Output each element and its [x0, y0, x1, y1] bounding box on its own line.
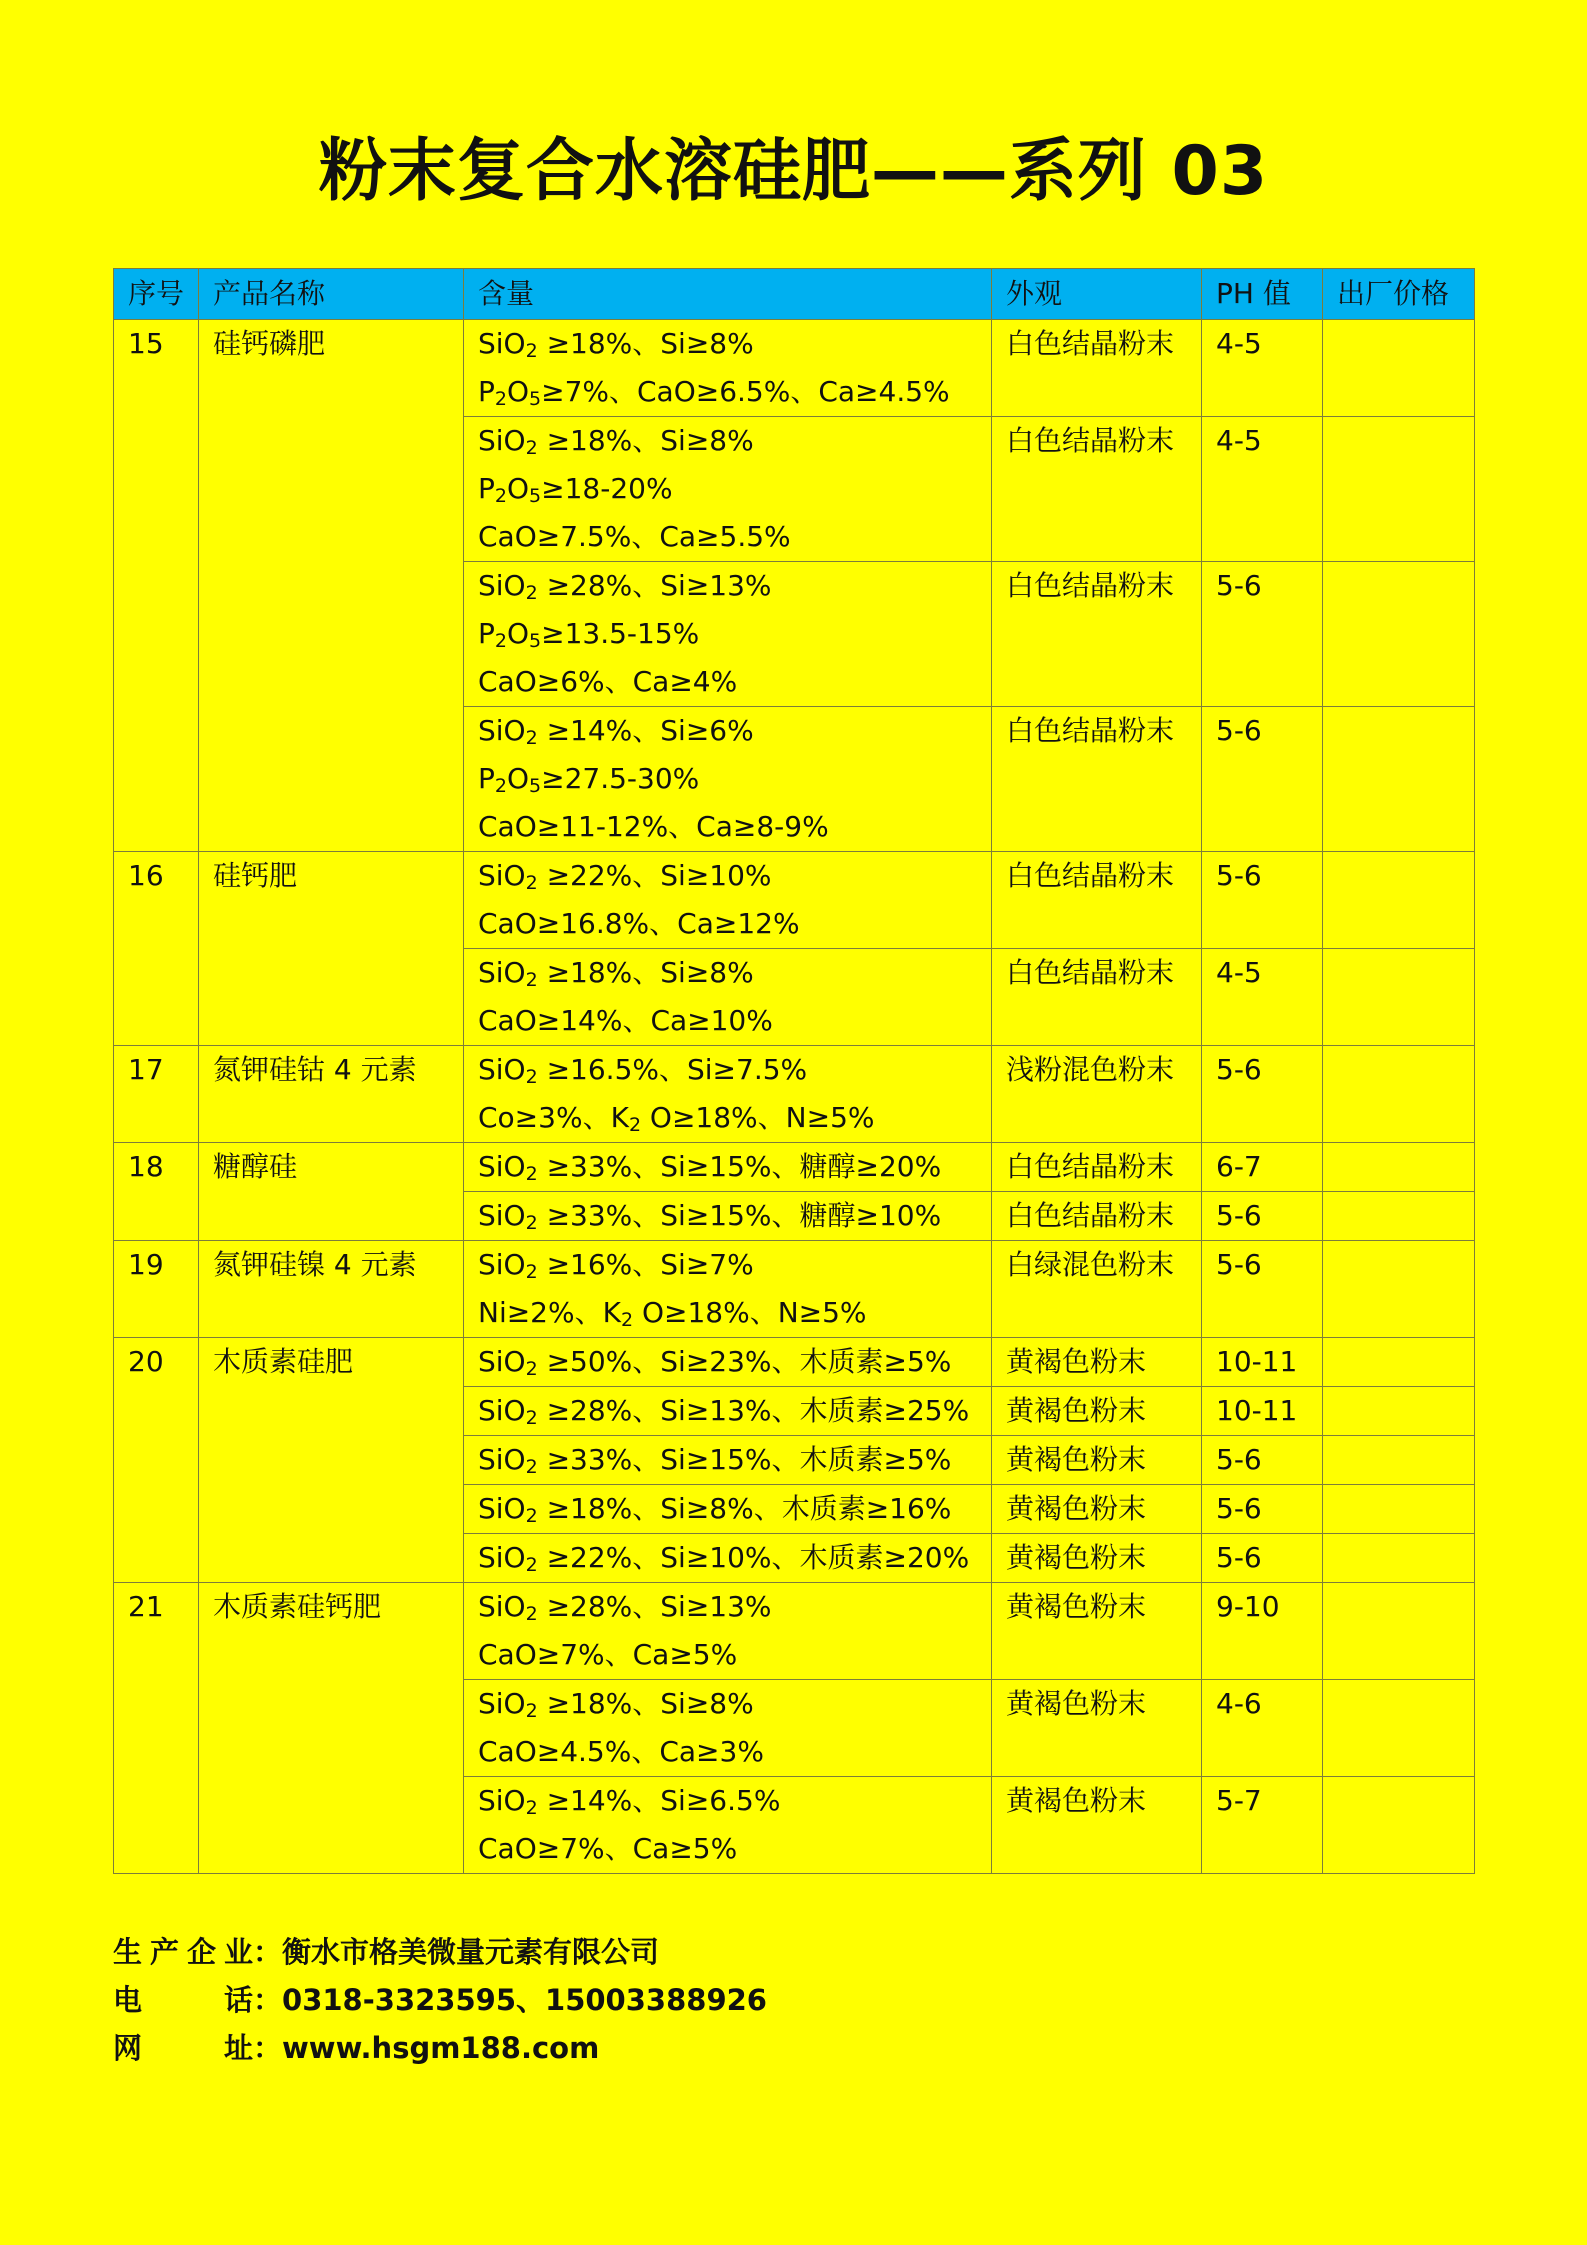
product-ph: 10-11	[1202, 1387, 1323, 1436]
phone-label: 电 话	[113, 1983, 253, 2017]
product-price	[1323, 852, 1475, 949]
content-line: $P_2O_5\ge 27.5-30\%$	[478, 762, 700, 797]
label-sep: ：	[253, 2031, 283, 2065]
content-line: SiO$_2$ ≥28%、Si≥13%	[478, 569, 772, 604]
product-ph: 4-6	[1202, 1680, 1323, 1777]
phone-row	[113, 1976, 767, 2024]
product-content	[464, 1680, 992, 1777]
product-appearance: 白色结晶粉末	[992, 949, 1202, 1046]
product-price	[1323, 1485, 1475, 1534]
product-appearance: 黄褐色粉末	[992, 1777, 1202, 1874]
product-no: 16	[114, 852, 199, 1046]
product-appearance: 白色结晶粉末	[992, 707, 1202, 852]
product-content	[464, 562, 992, 707]
content-line: CaO≥7.5%、Ca≥5.5%	[478, 520, 791, 553]
product-price	[1323, 417, 1475, 562]
product-ph: 5-6	[1202, 1485, 1323, 1534]
header-content: 含量	[464, 269, 992, 320]
subscript: 5	[529, 388, 542, 410]
content-line: Ni≥2%、$K_2$ O≥18%、N≥5%	[478, 1296, 867, 1331]
product-appearance: 黄褐色粉末	[992, 1534, 1202, 1583]
subscript: 5	[529, 485, 542, 507]
table-row	[114, 1583, 1475, 1680]
product-appearance: 白色结晶粉末	[992, 417, 1202, 562]
product-price	[1323, 1143, 1475, 1192]
product-ph: 4-5	[1202, 320, 1323, 417]
content-line: SiO$_2$ ≥18%、Si≥8%	[478, 956, 754, 991]
product-ph: 6-7	[1202, 1143, 1323, 1192]
subscript: 2	[525, 727, 538, 749]
content-line: SiO$_2$ ≥18%、Si≥8%、木质素≥16%	[478, 1492, 952, 1527]
product-appearance: 白色结晶粉末	[992, 852, 1202, 949]
content-line: SiO$_2$ ≥14%、Si≥6.5%	[478, 1784, 781, 1819]
subscript: 2	[525, 1407, 538, 1429]
content-line: SiO$_2$ ≥22%、Si≥10%	[478, 859, 772, 894]
header-ph: PH 值	[1202, 269, 1323, 320]
product-name: 硅钙磷肥	[199, 320, 464, 852]
subscript: 2	[525, 1700, 538, 1722]
content-line: SiO$_2$ ≥18%、Si≥8%	[478, 1687, 754, 1722]
company-name: 衡水市格美微量元素有限公司	[282, 1935, 660, 1969]
product-ph: 5-6	[1202, 852, 1323, 949]
product-appearance: 白色结晶粉末	[992, 320, 1202, 417]
subscript: 2	[525, 1212, 538, 1234]
subscript: 2	[525, 1456, 538, 1478]
product-ph: 5-6	[1202, 1046, 1323, 1143]
subscript: 2	[494, 630, 507, 652]
product-ph: 4-5	[1202, 417, 1323, 562]
product-content	[464, 852, 992, 949]
content-line: SiO$_2$ ≥33%、Si≥15%、糖醇≥20%	[478, 1150, 942, 1185]
product-price	[1323, 562, 1475, 707]
product-no: 19	[114, 1241, 199, 1338]
product-price	[1323, 1436, 1475, 1485]
product-name: 氮钾硅钴 4 元素	[199, 1046, 464, 1143]
product-price	[1323, 1583, 1475, 1680]
product-appearance: 白色结晶粉末	[992, 1143, 1202, 1192]
product-price	[1323, 320, 1475, 417]
subscript: 2	[525, 969, 538, 991]
product-price	[1323, 949, 1475, 1046]
content-line: $P_2O_5\ge 13.5-15\%$	[478, 617, 700, 652]
content-line: SiO$_2$ ≥28%、Si≥13%	[478, 1590, 772, 1625]
content-line: SiO$_2$ ≥14%、Si≥6%	[478, 714, 754, 749]
product-content	[464, 1143, 992, 1192]
product-price	[1323, 1046, 1475, 1143]
product-name: 硅钙肥	[199, 852, 464, 1046]
product-price	[1323, 1192, 1475, 1241]
website-row	[113, 2024, 767, 2072]
product-ph: 5-6	[1202, 1436, 1323, 1485]
product-appearance: 黄褐色粉末	[992, 1485, 1202, 1534]
table-row	[114, 1241, 1475, 1338]
subscript: 2	[494, 485, 507, 507]
product-no: 17	[114, 1046, 199, 1143]
product-name: 木质素硅肥	[199, 1338, 464, 1583]
product-content	[464, 1241, 992, 1338]
product-name: 糖醇硅	[199, 1143, 464, 1241]
product-price	[1323, 1680, 1475, 1777]
product-no: 21	[114, 1583, 199, 1874]
subscript: 2	[628, 1114, 642, 1136]
product-ph: 5-6	[1202, 1241, 1323, 1338]
product-appearance: 白绿混色粉末	[992, 1241, 1202, 1338]
subscript: 2	[525, 1163, 538, 1185]
product-ph: 5-6	[1202, 562, 1323, 707]
subscript: 2	[525, 582, 538, 604]
product-content	[464, 1777, 992, 1874]
content-line: CaO≥7%、Ca≥5%	[478, 1638, 738, 1671]
content-line: CaO≥7%、Ca≥5%	[478, 1832, 738, 1865]
label-sep: ：	[253, 1935, 283, 1969]
website-label: 网 址	[113, 2031, 253, 2065]
table-row	[114, 1046, 1475, 1143]
product-content	[464, 1436, 992, 1485]
label-sep: ：	[253, 1983, 283, 2017]
subscript: 2	[494, 775, 507, 797]
product-content	[464, 320, 992, 417]
subscript: 2	[620, 1309, 634, 1331]
product-ph: 9-10	[1202, 1583, 1323, 1680]
product-ph: 5-6	[1202, 707, 1323, 852]
subscript: 2	[525, 1797, 538, 1819]
subscript: 2	[525, 872, 538, 894]
content-line: SiO$_2$ ≥16.5%、Si≥7.5%	[478, 1053, 808, 1088]
product-price	[1323, 707, 1475, 852]
product-table	[113, 268, 1475, 1874]
subscript: 2	[494, 388, 507, 410]
subscript: 2	[525, 1554, 538, 1576]
product-name: 氮钾硅镍 4 元素	[199, 1241, 464, 1338]
product-content	[464, 1387, 992, 1436]
subscript: 2	[525, 1358, 538, 1380]
header-no: 序号	[114, 269, 199, 320]
product-appearance: 黄褐色粉末	[992, 1387, 1202, 1436]
product-appearance: 浅粉混色粉末	[992, 1046, 1202, 1143]
product-content	[464, 1583, 992, 1680]
product-ph: 10-11	[1202, 1338, 1323, 1387]
product-content	[464, 949, 992, 1046]
page-title: 粉末复合水溶硅肥——系列 03	[318, 132, 1269, 211]
product-appearance: 黄褐色粉末	[992, 1680, 1202, 1777]
product-appearance: 黄褐色粉末	[992, 1583, 1202, 1680]
content-line: SiO$_2$ ≥18%、Si≥8%	[478, 327, 754, 362]
subscript: 5	[529, 630, 542, 652]
table-header-row	[114, 269, 1475, 320]
product-appearance: 白色结晶粉末	[992, 562, 1202, 707]
subscript: 2	[525, 1603, 538, 1625]
content-line: SiO$_2$ ≥50%、Si≥23%、木质素≥5%	[478, 1345, 952, 1380]
product-price	[1323, 1338, 1475, 1387]
product-no: 18	[114, 1143, 199, 1241]
product-content	[464, 1534, 992, 1583]
subscript: 2	[525, 1066, 538, 1088]
product-price	[1323, 1534, 1475, 1583]
table-row	[114, 1143, 1475, 1192]
product-appearance: 黄褐色粉末	[992, 1436, 1202, 1485]
header-appearance: 外观	[992, 269, 1202, 320]
product-price	[1323, 1241, 1475, 1338]
content-line: CaO≥4.5%、Ca≥3%	[478, 1735, 764, 1768]
product-appearance: 白色结晶粉末	[992, 1192, 1202, 1241]
company-info	[113, 1928, 767, 2072]
phone-numbers: 0318-3323595、15003388926	[282, 1983, 767, 2017]
content-line: SiO$_2$ ≥22%、Si≥10%、木质素≥20%	[478, 1541, 970, 1576]
company-row	[113, 1928, 767, 1976]
product-content	[464, 417, 992, 562]
product-ph: 4-5	[1202, 949, 1323, 1046]
content-line: $P_2O_5\ge 7\%$、CaO≥6.5%、Ca≥4.5%	[478, 375, 950, 410]
website-url: www.hsgm188.com	[282, 2031, 600, 2065]
product-ph: 5-7	[1202, 1777, 1323, 1874]
product-price	[1323, 1387, 1475, 1436]
product-content	[464, 1338, 992, 1387]
content-line: CaO≥6%、Ca≥4%	[478, 665, 738, 698]
content-line: SiO$_2$ ≥28%、Si≥13%、木质素≥25%	[478, 1394, 970, 1429]
product-content	[464, 1046, 992, 1143]
content-line: SiO$_2$ ≥18%、Si≥8%	[478, 424, 754, 459]
content-line: CaO≥16.8%、Ca≥12%	[478, 907, 800, 940]
table-row	[114, 1338, 1475, 1387]
product-content	[464, 1192, 992, 1241]
content-line: SiO$_2$ ≥33%、Si≥15%、糖醇≥10%	[478, 1199, 942, 1234]
subscript: 5	[529, 775, 542, 797]
table-row	[114, 852, 1475, 949]
content-line: SiO$_2$ ≥33%、Si≥15%、木质素≥5%	[478, 1443, 952, 1478]
table-body	[114, 320, 1475, 1874]
product-name: 木质素硅钙肥	[199, 1583, 464, 1874]
table-row	[114, 320, 1475, 417]
subscript: 2	[525, 340, 538, 362]
subscript: 2	[525, 437, 538, 459]
product-price	[1323, 1777, 1475, 1874]
subscript: 2	[525, 1505, 538, 1527]
product-content	[464, 1485, 992, 1534]
product-ph: 5-6	[1202, 1534, 1323, 1583]
product-ph: 5-6	[1202, 1192, 1323, 1241]
product-appearance: 黄褐色粉末	[992, 1338, 1202, 1387]
product-no: 20	[114, 1338, 199, 1583]
company-label: 生 产 企 业	[113, 1935, 253, 1969]
content-line: SiO$_2$ ≥16%、Si≥7%	[478, 1248, 754, 1283]
content-line: $P_2O_5\ge 18-20\%$	[478, 472, 673, 507]
product-no: 15	[114, 320, 199, 852]
product-content	[464, 707, 992, 852]
content-line: CaO≥11-12%、Ca≥8-9%	[478, 810, 829, 843]
content-line: Co≥3%、$K_2$ O≥18%、N≥5%	[478, 1101, 875, 1136]
header-product-name: 产品名称	[199, 269, 464, 320]
header-price: 出厂价格	[1323, 269, 1475, 320]
subscript: 2	[525, 1261, 538, 1283]
content-line: CaO≥14%、Ca≥10%	[478, 1004, 773, 1037]
